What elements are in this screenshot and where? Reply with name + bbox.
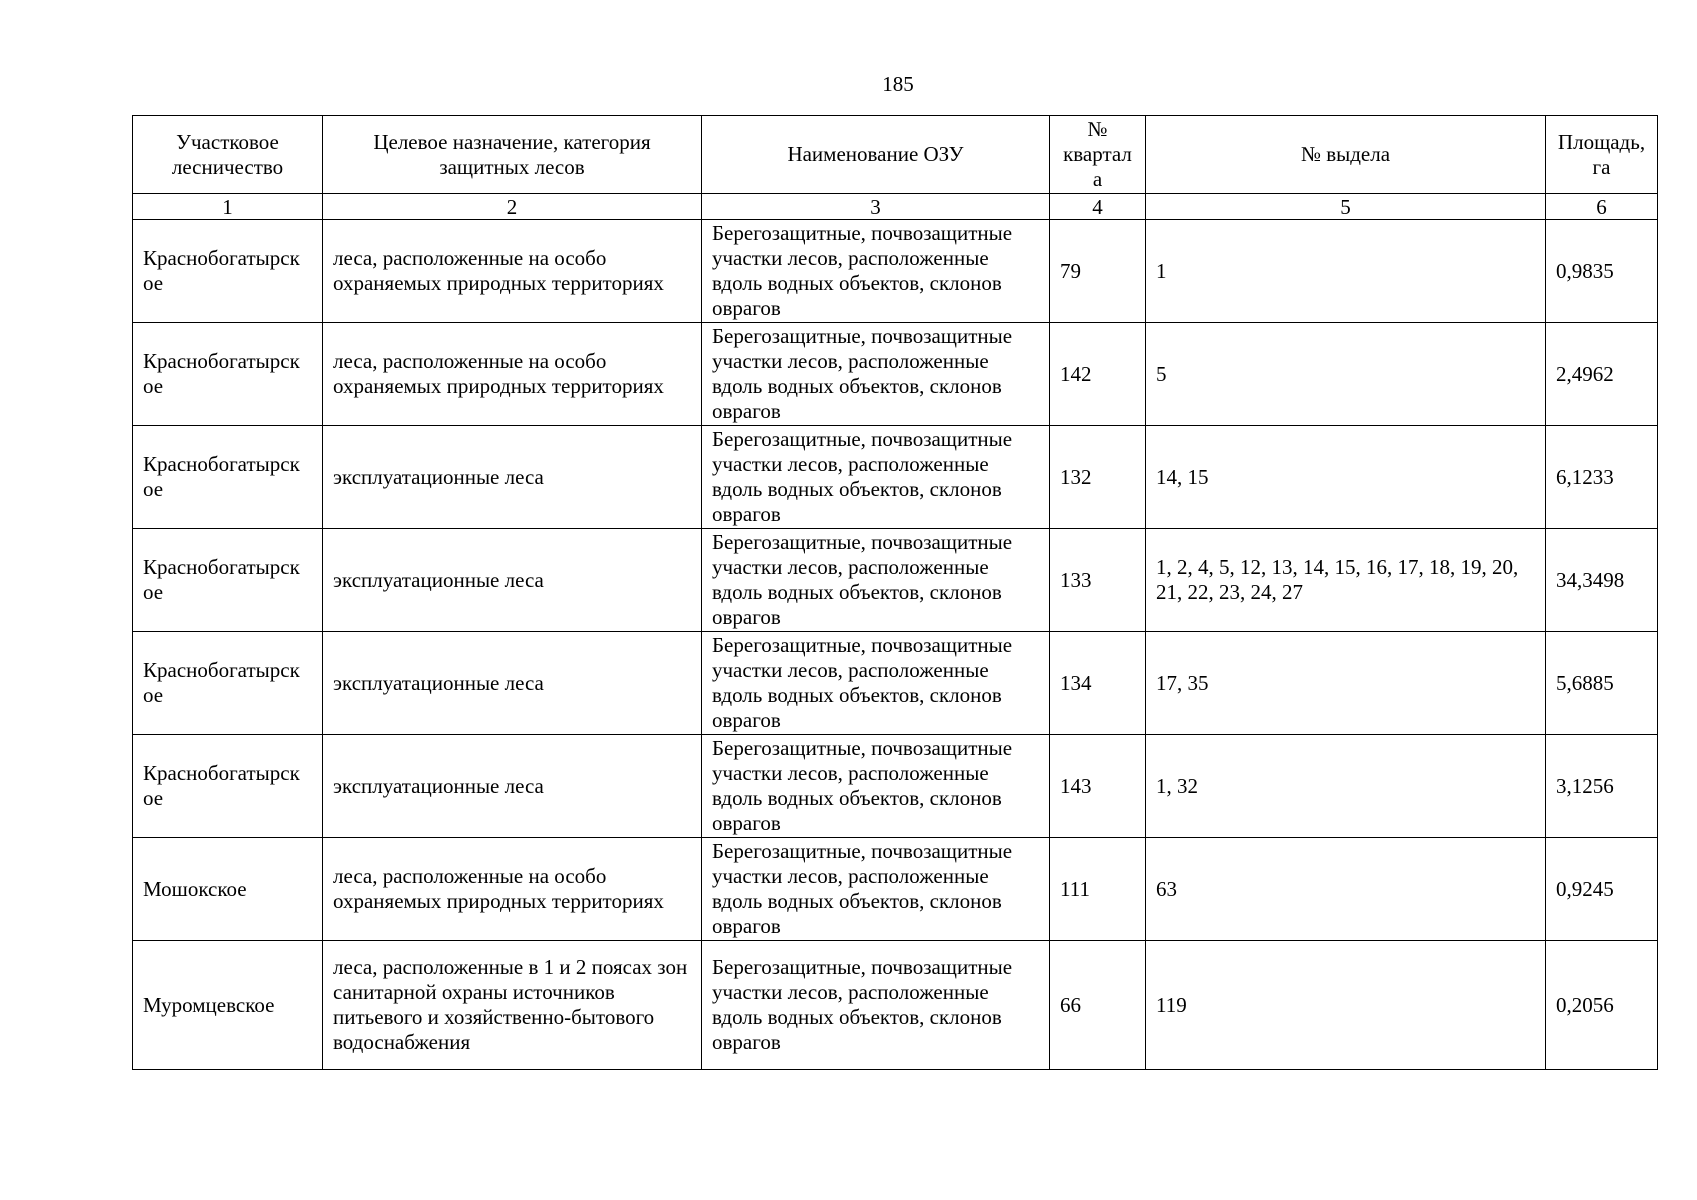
column-number: 4 — [1050, 194, 1146, 220]
ozu-name-cell: Берегозащитные, почвозащитные участки лесов, расположенные вдоль водных объектов, склонов оврагов — [702, 838, 1050, 941]
forest-plots-table — [132, 115, 1658, 1070]
area-cell: 3,1256 — [1546, 735, 1658, 838]
table-row — [133, 323, 1658, 426]
table-row — [133, 735, 1658, 838]
plot-cell: 1 — [1146, 220, 1546, 323]
quarter-cell: 111 — [1050, 838, 1146, 941]
quarter-cell: 132 — [1050, 426, 1146, 529]
category-cell: леса, расположенные в 1 и 2 поясах зон санитарной охраны источников питьевого и хозяйственно-бытового водоснабжения — [323, 941, 702, 1070]
area-cell: 2,4962 — [1546, 323, 1658, 426]
category-cell: леса, расположенные на особо охраняемых природных территориях — [323, 323, 702, 426]
quarter-cell: 79 — [1050, 220, 1146, 323]
header-cell: Наименование ОЗУ — [702, 116, 1050, 194]
area-cell: 34,3498 — [1546, 529, 1658, 632]
category-cell: леса, расположенные на особо охраняемых природных территориях — [323, 220, 702, 323]
ozu-name-cell: Берегозащитные, почвозащитные участки лесов, расположенные вдоль водных объектов, склонов оврагов — [702, 941, 1050, 1070]
forestry-cell: Краснобогатырск ое — [133, 220, 323, 323]
plot-cell: 14, 15 — [1146, 426, 1546, 529]
category-cell: эксплуатационные леса — [323, 632, 702, 735]
plot-cell: 5 — [1146, 323, 1546, 426]
header-cell: Участковое лесничество — [133, 116, 323, 194]
quarter-cell: 134 — [1050, 632, 1146, 735]
plot-cell: 1, 32 — [1146, 735, 1546, 838]
ozu-name-cell: Берегозащитные, почвозащитные участки лесов, расположенные вдоль водных объектов, склонов оврагов — [702, 529, 1050, 632]
area-cell: 5,6885 — [1546, 632, 1658, 735]
ozu-name-cell: Берегозащитные, почвозащитные участки лесов, расположенные вдоль водных объектов, склонов оврагов — [702, 220, 1050, 323]
header-cell: Целевое назначение, категория защитных лесов — [323, 116, 702, 194]
table-body — [133, 220, 1658, 1070]
column-number: 3 — [702, 194, 1050, 220]
area-cell: 6,1233 — [1546, 426, 1658, 529]
plot-cell: 17, 35 — [1146, 632, 1546, 735]
plot-cell: 63 — [1146, 838, 1546, 941]
column-number: 6 — [1546, 194, 1658, 220]
table-row — [133, 632, 1658, 735]
header-row — [133, 116, 1658, 194]
table-row — [133, 838, 1658, 941]
header-cell: Площадь, га — [1546, 116, 1658, 194]
column-number-row — [133, 194, 1658, 220]
category-cell: эксплуатационные леса — [323, 735, 702, 838]
page-number: 185 — [882, 72, 914, 96]
ozu-name-cell: Берегозащитные, почвозащитные участки лесов, расположенные вдоль водных объектов, склонов оврагов — [702, 426, 1050, 529]
header-cell: № квартал а — [1050, 116, 1146, 194]
forestry-cell: Краснобогатырск ое — [133, 426, 323, 529]
column-number: 2 — [323, 194, 702, 220]
forestry-cell: Мошокское — [133, 838, 323, 941]
ozu-name-cell: Берегозащитные, почвозащитные участки лесов, расположенные вдоль водных объектов, склонов оврагов — [702, 735, 1050, 838]
ozu-name-cell: Берегозащитные, почвозащитные участки лесов, расположенные вдоль водных объектов, склонов оврагов — [702, 632, 1050, 735]
quarter-cell: 142 — [1050, 323, 1146, 426]
forestry-cell: Краснобогатырск ое — [133, 323, 323, 426]
area-cell: 0,9245 — [1546, 838, 1658, 941]
table-row — [133, 426, 1658, 529]
area-cell: 0,2056 — [1546, 941, 1658, 1070]
quarter-cell: 133 — [1050, 529, 1146, 632]
table-row — [133, 529, 1658, 632]
column-number: 5 — [1146, 194, 1546, 220]
quarter-cell: 66 — [1050, 941, 1146, 1070]
area-cell: 0,9835 — [1546, 220, 1658, 323]
table-row — [133, 220, 1658, 323]
header-cell: № выдела — [1146, 116, 1546, 194]
plot-cell: 1, 2, 4, 5, 12, 13, 14, 15, 16, 17, 18, 19, 20, 21, 22, 23, 24, 27 — [1146, 529, 1546, 632]
quarter-cell: 143 — [1050, 735, 1146, 838]
category-cell: леса, расположенные на особо охраняемых природных территориях — [323, 838, 702, 941]
category-cell: эксплуатационные леса — [323, 426, 702, 529]
forestry-cell: Краснобогатырск ое — [133, 735, 323, 838]
table-row — [133, 941, 1658, 1070]
ozu-name-cell: Берегозащитные, почвозащитные участки лесов, расположенные вдоль водных объектов, склонов оврагов — [702, 323, 1050, 426]
forestry-cell: Краснобогатырск ое — [133, 529, 323, 632]
column-number: 1 — [133, 194, 323, 220]
category-cell: эксплуатационные леса — [323, 529, 702, 632]
plot-cell: 119 — [1146, 941, 1546, 1070]
forestry-cell: Муромцевское — [133, 941, 323, 1070]
forestry-cell: Краснобогатырск ое — [133, 632, 323, 735]
